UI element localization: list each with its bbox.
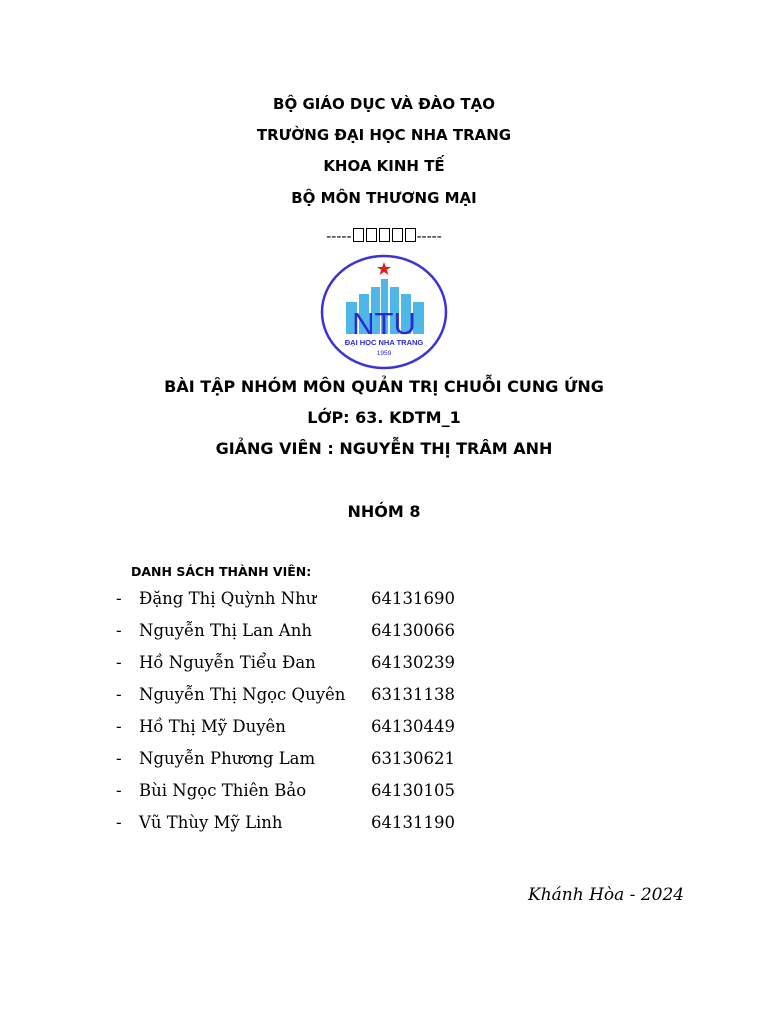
- box-glyph-icon: [405, 228, 416, 242]
- university-heading: TRƯỜNG ĐẠI HỌC NHA TRANG: [256, 126, 512, 144]
- box-glyph-icon: [353, 228, 364, 242]
- header-divider: [0, 228, 768, 245]
- place-date: Khánh Hòa - 2024: [528, 885, 685, 905]
- divider-left: -----: [326, 229, 352, 245]
- logo-text: NTU: [352, 306, 416, 341]
- member-id: 64130105: [371, 781, 455, 800]
- box-glyph-icon: [379, 228, 390, 242]
- member-name: Nguyễn Phương Lam: [139, 749, 316, 768]
- member-id: 64130066: [371, 621, 455, 640]
- member-name: Nguyễn Thị Ngọc Quyên: [139, 685, 346, 704]
- logo-year: 1959: [376, 350, 392, 357]
- member-name: Hồ Nguyễn Tiểu Đan: [139, 653, 316, 672]
- member-id: 63131138: [371, 685, 455, 704]
- list-item: [0, 813, 768, 837]
- class-label: LỚP: 63. KDTM_1: [307, 408, 461, 427]
- divider-right: -----: [416, 229, 442, 245]
- department-heading: BỘ MÔN THƯƠNG MẠI: [291, 189, 477, 207]
- ministry-heading: BỘ GIÁO DỤC VÀ ĐÀO TẠO: [273, 95, 495, 113]
- member-id: 64130449: [371, 717, 455, 736]
- list-item: [0, 685, 768, 709]
- list-item: [0, 749, 768, 773]
- list-bullet: -: [116, 589, 122, 608]
- members-heading: DANH SÁCH THÀNH VIÊN:: [131, 564, 312, 579]
- group-label: NHÓM 8: [347, 502, 421, 521]
- list-bullet: -: [116, 781, 122, 800]
- member-name: Vũ Thùy Mỹ Linh: [139, 813, 283, 832]
- member-id: 64131690: [371, 589, 455, 608]
- member-name: Nguyễn Thị Lan Anh: [139, 621, 312, 640]
- list-item: [0, 717, 768, 741]
- logo-subtitle: ĐẠI HỌC NHA TRANG: [344, 338, 424, 347]
- list-item: [0, 781, 768, 805]
- list-bullet: -: [116, 813, 122, 832]
- ntu-logo: [320, 254, 448, 370]
- list-item: [0, 589, 768, 613]
- lecturer-label: GIẢNG VIÊN : NGUYỄN THỊ TRÂM ANH: [215, 439, 553, 458]
- list-bullet: -: [116, 621, 122, 640]
- assignment-title: BÀI TẬP NHÓM MÔN QUẢN TRỊ CHUỖI CUNG ỨNG: [164, 377, 604, 396]
- member-id: 64130239: [371, 653, 455, 672]
- list-bullet: -: [116, 717, 122, 736]
- box-glyph-icon: [392, 228, 403, 242]
- list-bullet: -: [116, 749, 122, 768]
- faculty-heading: KHOA KINH TẾ: [323, 157, 445, 175]
- member-id: 64131190: [371, 813, 455, 832]
- list-item: [0, 653, 768, 677]
- list-bullet: -: [116, 685, 122, 704]
- list-bullet: -: [116, 653, 122, 672]
- member-name: Hồ Thị Mỹ Duyên: [139, 717, 286, 736]
- member-id: 63130621: [371, 749, 455, 768]
- list-item: [0, 621, 768, 645]
- box-glyph-icon: [366, 228, 377, 242]
- member-name: Bùi Ngọc Thiên Bảo: [139, 781, 307, 800]
- member-name: Đặng Thị Quỳnh Như: [139, 589, 317, 608]
